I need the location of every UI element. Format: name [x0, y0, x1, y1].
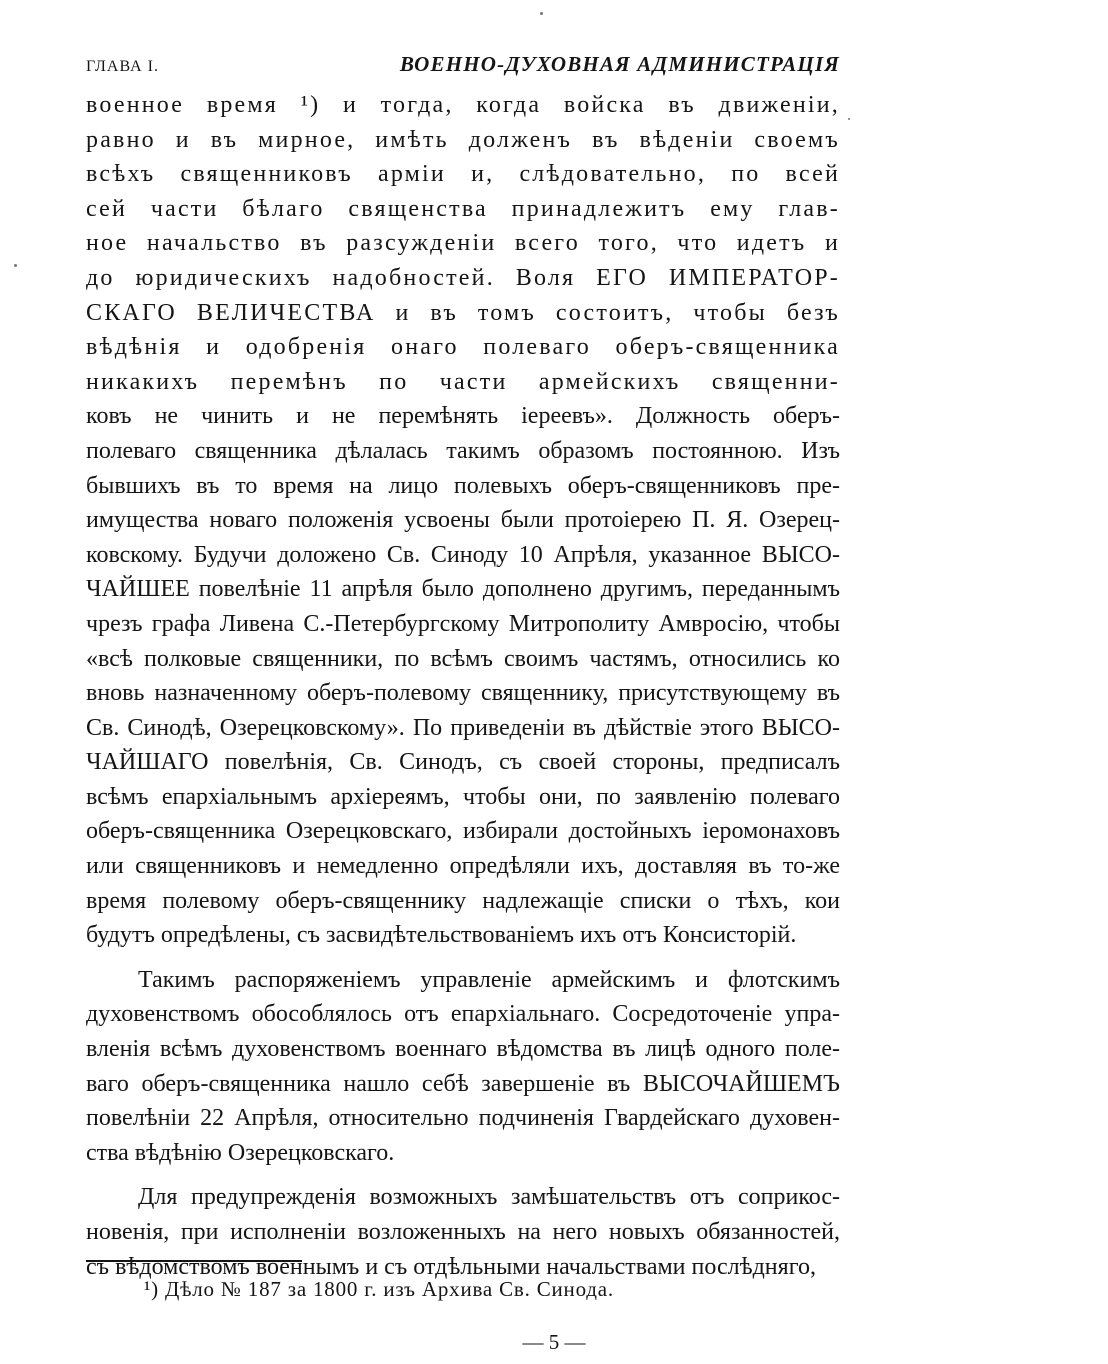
text-line: вновь назначенному оберъ-полевому священнику, присутствующему въ	[86, 680, 840, 707]
text-line: «всѣ полковые священники, по всѣмъ своимъ частямъ, относились ко	[86, 645, 840, 672]
text-line: ковскому. Будучи доложено Св. Синоду 10 Апрѣля, указанное ВЫСО-	[86, 541, 840, 568]
text-line: ства вѣдѣнію Озерецковскаго.	[86, 1139, 395, 1166]
text-line: СКАГО ВЕЛИЧЕСТВА и въ томъ состоитъ, чтобы безъ	[86, 299, 840, 326]
text-line: ковъ не чинить и не перемѣнять іереевъ». Должность оберъ-	[86, 403, 840, 430]
footnote: ¹) Дѣло № 187 за 1800 г. изъ Архива Св. Синода.	[144, 1277, 614, 1301]
text-line: ваго оберъ-священника нашло себѣ завершеніе въ ВЫСОЧАЙШЕМЪ	[86, 1070, 840, 1097]
text-line: полеваго священника дѣлалась такимъ образомъ постоянною. Изъ	[86, 437, 840, 464]
text-line: сей части бѣлаго священства принадлежитъ ему глав-	[86, 195, 840, 222]
running-title: ВОЕННО-ДУХОВНАЯ АДМИНИСТРАЦІЯ	[399, 52, 840, 76]
text-line: до юридическихъ надобностей. Воля ЕГО ИМПЕРАТОР-	[86, 264, 840, 291]
text-line: бывшихъ въ то время на лицо полевыхъ оберъ-священниковъ пре-	[86, 472, 840, 499]
text-line: всѣхъ священниковъ арміи и, слѣдовательно, по всей	[86, 161, 840, 188]
running-header	[86, 52, 840, 84]
paragraph-2	[86, 963, 840, 1171]
paragraph-1	[86, 88, 840, 953]
chapter-label: ГЛАВА I.	[86, 58, 159, 75]
text-line: повелѣніи 22 Апрѣля, относительно подчиненія Гвардейскаго духовен-	[86, 1105, 840, 1132]
text-line: оберъ-священника Озерецковскаго, избирали достойныхъ іеромонаховъ	[86, 818, 840, 845]
scan-speck	[848, 118, 850, 120]
text-line: вѣдѣнія и одобренія онаго полеваго оберъ-священника	[86, 334, 840, 361]
text-line: ное начальство въ разсужденіи всего того, что идетъ и	[86, 230, 840, 257]
text-line: вленія всѣмъ духовенствомъ военнаго вѣдомства въ лицѣ одного поле-	[86, 1036, 840, 1063]
body-text	[86, 88, 840, 1284]
text-line: духовенствомъ обособлялось отъ епархіальнаго. Сосредоточеніе упра-	[86, 1001, 840, 1028]
text-line: Св. Синодѣ, Озерецковскому». По приведеніи въ дѣйствіе этого ВЫСО-	[86, 714, 840, 741]
text-line: будутъ опредѣлены, съ засвидѣтельствованіемъ ихъ отъ Консисторій.	[86, 922, 797, 949]
text-line: военное время ¹) и тогда, когда войска въ движеніи,	[86, 92, 840, 118]
paragraph-3	[86, 1180, 840, 1284]
text-line: время полевому оберъ-священнику надлежащіе списки о тѣхъ, кои	[86, 887, 840, 914]
scan-speck	[14, 264, 17, 267]
text-line: Для предупрежденія возможныхъ замѣшательствъ отъ соприкос-	[138, 1184, 840, 1211]
text-line: всѣмъ епархіальнымъ архіереямъ, чтобы они, по заявленію полеваго	[86, 783, 840, 810]
text-line: чрезъ графа Ливена С.-Петербургскому Митрополиту Амвросію, чтобы	[86, 610, 840, 637]
text-line: ЧАЙШАГО повелѣнія, Св. Синодъ, съ своей стороны, предписалъ	[86, 749, 840, 776]
text-line: Такимъ распоряженіемъ управленіе армейскимъ и флотскимъ	[138, 966, 840, 993]
text-line: новенія, при исполненіи возложенныхъ на него новыхъ обязанностей,	[86, 1219, 840, 1245]
text-line: ЧАЙШЕЕ повелѣніе 11 апрѣля было дополнено другимъ, переданнымъ	[86, 576, 840, 603]
text-line: съ вѣдомствомъ военнымъ и съ отдѣльными начальствами послѣдняго,	[86, 1253, 816, 1280]
text-line: или священниковъ и немедленно опредѣляли ихъ, доставляя въ то-же	[86, 853, 840, 880]
text-line: никакихъ перемѣнъ по части армейскихъ священни-	[86, 368, 840, 395]
scan-speck	[540, 12, 543, 15]
text-line: имущества новаго положенія усвоены были протоіерею П. Я. Озерец-	[86, 507, 840, 534]
footnote-rule	[86, 1260, 302, 1262]
text-line: равно и въ мирное, имѣть долженъ въ вѣденіи своемъ	[86, 126, 840, 153]
page-number: — 5 —	[522, 1330, 586, 1354]
